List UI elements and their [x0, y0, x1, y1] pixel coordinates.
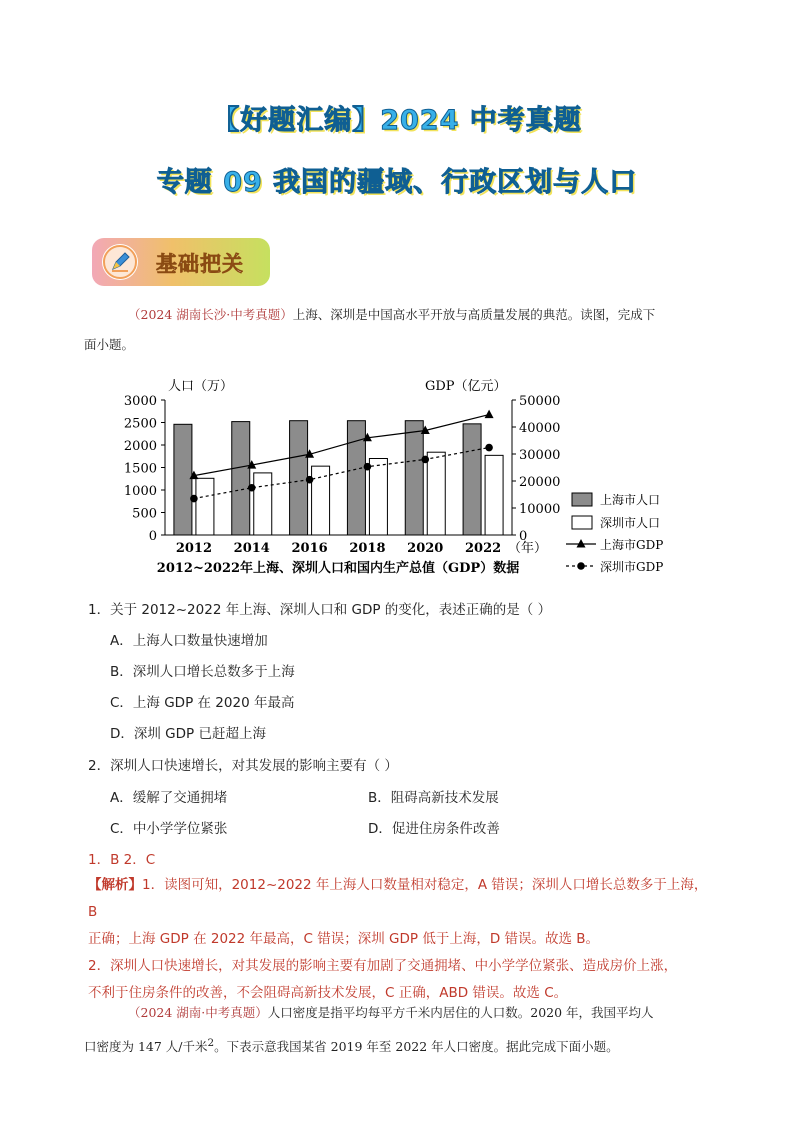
bar-shenzhen-pop: [254, 473, 272, 535]
bar-shanghai-pop: [174, 424, 192, 535]
bar-shenzhen-pop: [369, 459, 387, 536]
x-tick-label: 2012: [175, 541, 213, 556]
y-axis-title-right: GDP（亿元）: [425, 379, 507, 394]
legend-marker-shanghai-gdp: [577, 539, 586, 548]
q1-option-d[interactable]: D．深圳 GDP 已赶超上海: [110, 726, 266, 742]
source-label: （2024 湖南·中考真题）: [128, 1005, 268, 1020]
chart-title: 2012~2022年上海、深圳人口和国内生产总值（GDP）数据: [156, 561, 520, 576]
page-title-line2: 专题 09 我国的疆域、行政区划与人口: [156, 167, 638, 198]
legend-swatch-shanghai-pop: [572, 493, 592, 506]
explanation-line: 正确；上海 GDP 在 2022 年最高，C 错误；深圳 GDP 低于上海，D 错误。故选 B。: [88, 931, 600, 947]
page-title-line1: 【好题汇编】2024 中考真题: [212, 105, 582, 136]
x-tick-label: 2018: [349, 541, 386, 556]
answer-key: 1．B 2．C: [88, 852, 156, 868]
intro-text: 口密度为 147 人/千米: [84, 1039, 208, 1055]
legend-label: 深圳市GDP: [600, 560, 664, 574]
pen-icon: [102, 244, 138, 280]
legend-label: 上海市GDP: [600, 538, 664, 552]
bar-shanghai-pop: [405, 421, 423, 535]
explanation-line: 不利于住房条件的改善，不会阻碍高新技术发展，C 正确，ABD 错误。故选 C。: [88, 985, 568, 1001]
q2-option-a[interactable]: A．缓解了交通拥堵: [110, 790, 228, 806]
bar-shanghai-pop: [290, 421, 308, 535]
question-1-stem: 1．关于 2012~2022 年上海、深圳人口和 GDP 的变化，表述正确的是（ ）: [88, 602, 552, 618]
intro-paragraph-2: [84, 998, 714, 1062]
x-tick-label: 2014: [233, 541, 270, 556]
point-shenzhen-gdp: [421, 456, 429, 464]
section-banner-label: 基础把关: [156, 252, 244, 276]
q1-option-b[interactable]: B．深圳人口增长总数多于上海: [110, 664, 295, 680]
question-2-stem: 2．深圳人口快速增长，对其发展的影响主要有（ ）: [88, 758, 398, 774]
x-tick-label: 2016: [291, 541, 328, 556]
bar-shenzhen-pop: [196, 478, 214, 535]
superscript: 2: [207, 1037, 215, 1049]
q1-option-c[interactable]: C．上海 GDP 在 2020 年最高: [110, 695, 295, 711]
q2-option-d[interactable]: D．促进住房条件改善: [368, 821, 500, 837]
q2-option-c[interactable]: C．中小学学位紧张: [110, 821, 228, 837]
y-tick-label-left: 0: [148, 529, 157, 544]
point-shenzhen-gdp: [306, 476, 314, 484]
source-label: （2024 湖南长沙·中考真题）: [128, 307, 293, 322]
bar-shenzhen-pop: [427, 452, 445, 535]
bar-shanghai-pop: [347, 421, 365, 535]
intro-paragraph-1: [84, 300, 714, 360]
q2-option-b[interactable]: B．阻碍高新技术发展: [368, 790, 499, 806]
y-tick-label-right: 20000: [519, 475, 561, 490]
y-tick-label-right: 10000: [519, 502, 561, 517]
q1-option-a[interactable]: A．上海人口数量快速增加: [110, 633, 268, 649]
legend-swatch-shenzhen-pop: [572, 516, 592, 529]
section-banner: [92, 238, 270, 286]
y-tick-label-left: 2000: [123, 439, 157, 454]
bar-shanghai-pop: [463, 424, 481, 535]
y-tick-label-left: 1500: [123, 461, 157, 477]
y-tick-label-right: 30000: [519, 448, 561, 463]
intro-text: 上海、深圳是中国高水平开放与高质量发展的典范。读图，完成下: [292, 307, 656, 322]
explanation-line: 2．深圳人口快速增长，对其发展的影响主要有加剧了交通拥堵、中小学学位紧张、造成房价上涨，: [88, 958, 678, 974]
bar-shanghai-pop: [232, 422, 250, 535]
explanation-tag: 【解析】: [88, 877, 142, 893]
legend-label: 深圳市人口: [600, 516, 661, 530]
legend-marker-shenzhen-gdp: [577, 562, 585, 570]
explanation-line: 1．读图可知，2012~2022 年上海人口数量相对稳定，A 错误；深圳人口增长总数多于上海，B: [88, 877, 708, 920]
y-axis-title-left: 人口（万）: [168, 379, 234, 394]
x-tick-label: 2022: [464, 541, 502, 556]
x-tick-label: 2020: [407, 541, 444, 556]
y-tick-label-left: 2500: [123, 416, 157, 432]
bar-shenzhen-pop: [312, 466, 330, 535]
x-axis-unit: （年）: [508, 541, 548, 556]
y-tick-label-right: 40000: [519, 421, 561, 436]
point-shenzhen-gdp: [248, 484, 256, 492]
point-shenzhen-gdp: [485, 444, 493, 452]
y-tick-label-left: 3000: [123, 394, 157, 409]
point-shenzhen-gdp: [364, 463, 372, 471]
intro-text: 。下表示意我国某省 2019 年至 2022 年人口密度。据此完成下面小题。: [214, 1039, 619, 1055]
intro-text: 人口密度是指平均每平方千米内居住的人口数。2020 年，我国平均人: [267, 1005, 654, 1020]
legend-label: 上海市人口: [600, 493, 661, 507]
y-tick-label-left: 1000: [123, 484, 157, 499]
explanation-block: [88, 872, 708, 1007]
y-tick-label-right: 50000: [519, 394, 561, 409]
bar-shenzhen-pop: [485, 455, 503, 535]
population-gdp-chart: [120, 370, 690, 580]
intro-text: 面小题。: [84, 337, 135, 352]
y-tick-label-left: 500: [132, 506, 157, 522]
point-shenzhen-gdp: [190, 495, 198, 503]
point-shanghai-gdp: [485, 410, 494, 419]
y-tick-label-right: 0: [519, 529, 528, 544]
